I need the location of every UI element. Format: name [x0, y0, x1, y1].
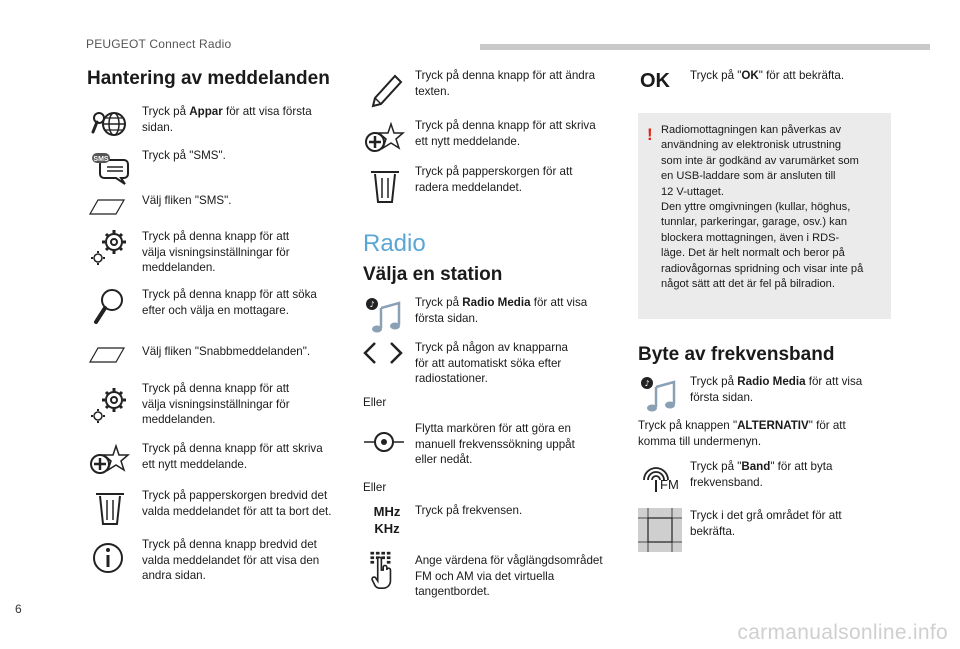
section-title-radio: Radio [363, 230, 426, 257]
tab-outline-icon [88, 338, 132, 378]
text-tab-sms: Välj fliken "SMS". [142, 194, 232, 207]
keypad-hand-icon [363, 550, 407, 590]
apps-globe-icon [88, 104, 132, 144]
add-favorite-icon [88, 442, 132, 482]
text-manual-tuning: Flytta markören för att göra en manuell frekvenssökning uppåt eller nedåt. [415, 422, 575, 466]
text-edit: Tryck på denna knapp för att ändra texten. [415, 69, 596, 98]
text-apps: Tryck på Appar för att visa första sidan. [142, 105, 312, 134]
text-or-1: Eller [363, 396, 387, 409]
svg-text:♪: ♪ [369, 300, 375, 309]
tuning-cursor-icon [362, 424, 406, 464]
trash-icon [363, 166, 407, 206]
fm-label: FM [660, 477, 679, 492]
trash-icon [88, 488, 132, 528]
text-delete: Tryck på papperskorgen bredvid det valda meddelandet för att ta bort det. [142, 489, 332, 518]
text-sms: Tryck på "SMS". [142, 149, 226, 162]
frequency-unit-icon [365, 503, 409, 537]
prev-next-arrows-icon [361, 335, 405, 375]
text-new-message-2: Tryck på denna knapp för att skriva ett nytt meddelande. [415, 119, 596, 148]
heading-change-band: Byte av frekvensband [638, 344, 835, 365]
warning-icon: ! [647, 125, 653, 144]
svg-text:SMS: SMS [93, 156, 109, 163]
warning-box [638, 113, 891, 319]
svg-text:♪: ♪ [644, 379, 650, 388]
unit-khz: KHz [374, 521, 400, 536]
ok-icon: OK [640, 70, 670, 92]
text-seek: Tryck på någon av knapparna för att automatiskt söka efter radiostationer. [415, 341, 568, 385]
grey-area-icon [638, 508, 682, 552]
info-icon [88, 538, 132, 578]
search-magnifier-icon [88, 286, 132, 326]
text-search: Tryck på denna knapp för att söka efter och välja en mottagare. [142, 288, 317, 317]
text-band: Tryck på "Band" för att byta frekvensband. [690, 460, 833, 489]
text-keypad: Ange värdena för våglängdsområdet FM och AM via det virtuella tangentbordet. [415, 554, 603, 598]
running-header: PEUGEOT Connect Radio [86, 37, 232, 51]
fm-band-icon [638, 458, 684, 498]
page-number: 6 [15, 602, 22, 616]
header-bar [480, 44, 930, 50]
pencil-icon [363, 72, 407, 112]
text-alternativ: Tryck på knappen "ALTERNATIV" för att komma till undermenyn. [638, 419, 846, 448]
text-settings-1: Tryck på denna knapp för att välja visningsinställningar för meddelanden. [142, 230, 290, 274]
text-grey-area: Tryck i det grå området för att bekräfta. [690, 509, 842, 538]
text-new-message: Tryck på denna knapp för att skriva ett nytt meddelande. [142, 442, 323, 471]
text-or-2: Eller [363, 481, 387, 494]
warning-text: Radiomottagningen kan påverkas av användning av elektronisk utrustning som inte är godkänd av varumärket som en USB-laddare som är ansluten till 12 V-uttaget. Den yttre omgivningen (kullar, höghus, tunnlar, parkeringar, garage, osv.) kan blockera mottagningen, även i RDS- läge. Det är helt normalt och beror på radiovågornas spridning och visar inte på något sätt att det är fel på bilradion. [661, 124, 864, 291]
add-favorite-icon [363, 120, 407, 160]
text-radio-media-2: Tryck på Radio Media för att visa första sidan. [690, 375, 863, 404]
music-note-icon [363, 296, 407, 336]
text-info: Tryck på denna knapp bredvid det valda meddelandet för att visa den andra sidan. [142, 538, 320, 582]
text-ok: Tryck på "OK" för att bekräfta. [690, 69, 845, 82]
text-settings-2: Tryck på denna knapp för att välja visningsinställningar för meddelanden. [142, 382, 290, 426]
settings-gears-icon [88, 226, 132, 266]
music-note-icon [638, 375, 682, 415]
text-frequency: Tryck på frekvensen. [415, 504, 523, 517]
tab-outline-icon [88, 188, 132, 228]
unit-mhz: MHz [373, 504, 401, 519]
settings-gears-icon [88, 384, 132, 424]
text-delete-2: Tryck på papperskorgen för att radera meddelandet. [415, 165, 573, 194]
sms-bubble-icon [88, 148, 132, 188]
heading-select-station: Välja en station [363, 264, 503, 285]
watermark: carmanualsonline.info [737, 621, 948, 644]
text-radio-media: Tryck på Radio Media för att visa första sidan. [415, 296, 588, 325]
heading-message-handling: Hantering av meddelanden [87, 68, 330, 89]
text-tab-quick: Välj fliken "Snabbmeddelanden". [142, 345, 311, 358]
